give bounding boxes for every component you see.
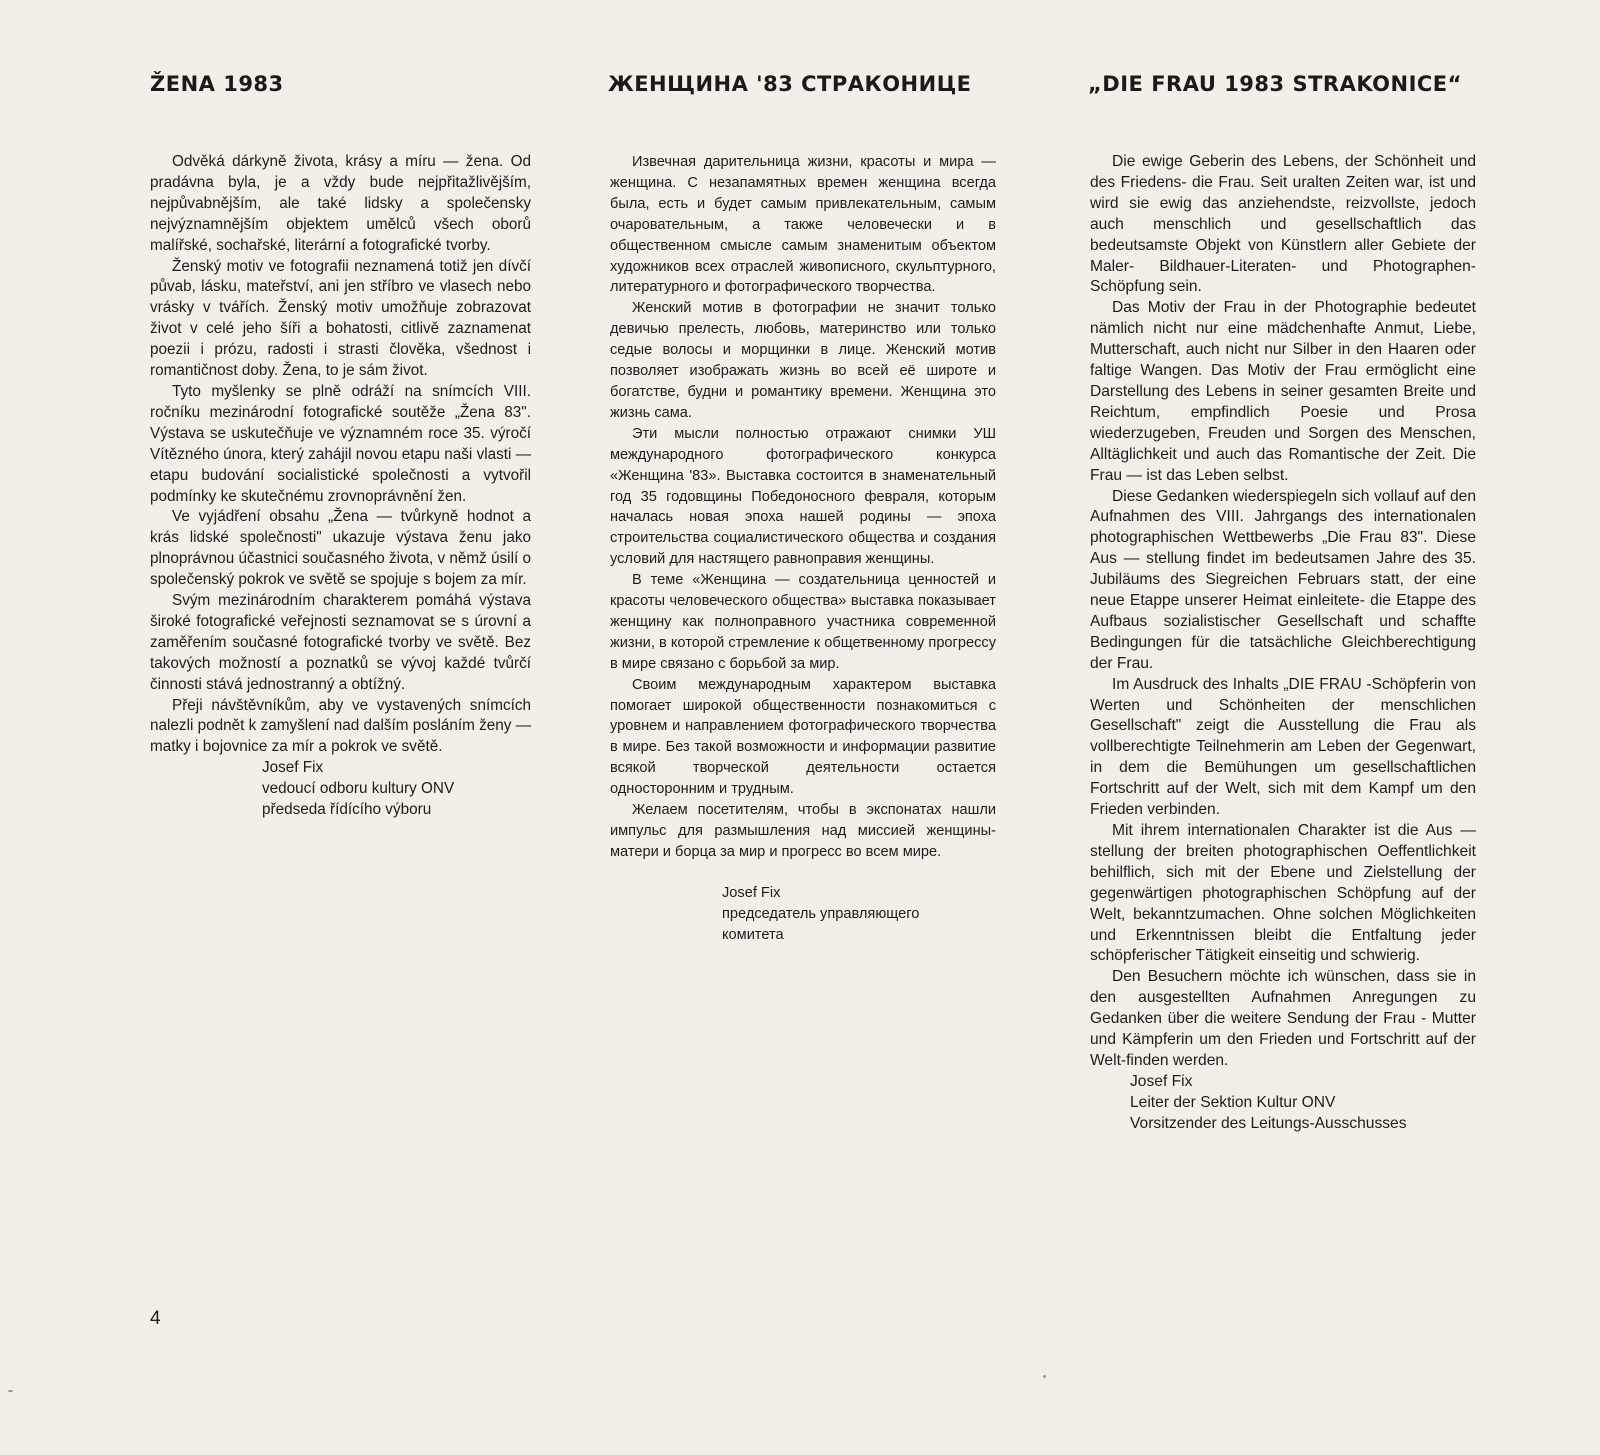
column-czech bbox=[150, 152, 531, 821]
signature-title: Vorsitzender des Leitungs-Ausschusses bbox=[1130, 1114, 1407, 1132]
signature-german bbox=[1090, 1072, 1476, 1135]
paragraph: Ženský motiv ve fotografii neznamená totiž jen dívčí půvab, lásku, mateřství, ani jen stříbro ve vlasech nebo vrásky v tvářích. Ženský motiv umožňuje zobrazovat život v celé jeho šíři a bohatosti, citlivě zaznamenat poezii i prózu, radosti i strasti člověka, všednost i romantičnost doby. Žena, to je sám život. bbox=[150, 257, 531, 380]
heading-german: „DIE FRAU 1983 STRAKONICE“ bbox=[1088, 72, 1462, 96]
signature-czech bbox=[150, 758, 531, 821]
paper-speck bbox=[8, 1390, 13, 1392]
paragraph: Ve vyjádření obsahu „Žena — tvůrkyně hodnot a krás lidské společnosti" ukazuje výstava ženu jako plnoprávnou účastnici současného života, v němž úsilí o společenský pokrok ve světě se spojuje s bojem za mír. bbox=[150, 508, 531, 589]
paragraph: Odvěká dárkyně života, krásy a míru — žena. Od pradávna byla, je a vždy bude nejpřitažlivějším, nejpůvabnějším, ale také lidsky a společensky nejvýznamnějším objektem umělců všech oborů malířské, sochařské, literární a fotografické tvorby. bbox=[150, 153, 531, 254]
paragraph: В теме «Женщина — создательница ценностей и красоты человеческого общества» выставка показывает женщину как полноправного участника современной жизни, в которой стремление к общетвенному прогрессу в мире связано с борьбой за мир. bbox=[610, 572, 996, 672]
paragraph: Přeji návštěvníkům, aby ve vystavených snímcích nalezli podnět k zamyšlení nad dalším posláním ženy — matky i bojovnice za mír a pokrok ve světě. bbox=[150, 696, 531, 756]
signature-name: Josef Fix bbox=[1130, 1072, 1193, 1090]
paragraph: Das Motiv der Frau in der Photographie bedeutet nämlich nicht nur eine mädchenhafte Anmut, Liebe, Mutterschaft, auch nicht nur Silber in den Haaren oder faltige Wangen. Das Motiv der Frau ermöglicht eine Darstellung des Lebens in seiner gesamten Breite und Reichtum, empfindlich Poesie und Prosa wiederzugeben, Freuden und Sorgen des Menschen, Alltäglichkeit und auch das Romantische der Zeit. Die Frau — ist das Leben selbst. bbox=[1090, 299, 1476, 484]
paragraph: Своим международным характером выставка помогает широкой общественности познакомиться с уровнем и направлением фотографического творчества в мире. Без такой возможности и информации развитие всякой творческой деятельности остается односторонним и трудным. bbox=[610, 676, 996, 798]
paragraph: Эти мысли полностью отражают снимки УШ международного фотографического конкурса «Женщина '83». Выставка состоится в знаменательный год 35 годовщины Победоносного февраля, которым началась новая эпоха нашей родины — эпоха строительства социалистического общества и создания условий для настящего равноправия женщины. bbox=[610, 425, 996, 568]
paragraph: Diese Gedanken wiederspiegeln sich vollauf auf den Aufnahmen des VIII. Jahrgangs des internationalen photographischen Wettbewerbs „Die Frau 83". Diese Aus — stellung findet im bedeutsamen Jahre des 35. Jubiläums des Siegreichen Februars statt, der eine neue Etappe unserer Heimat einleitete- die Etappe des Aufbaus sozialistischer Gesellschaft und schaffte Bedingungen für die tatsächliche Gleichberechtigung der Frau. bbox=[1090, 487, 1476, 672]
paper-speck bbox=[1043, 1375, 1046, 1378]
paragraph: Mit ihrem internationalen Charakter ist die Aus — stellung der breiten photographischen Oeffentlichkeit behilflich, sich mit der Ebene und Zielstellung der gegenwärtigen photographischen Schöpfung auf der Welt, bekanntzumachen. Ohne solchen Möglichkeiten und Erkenntnissen bleibt die Entfaltung jeder schöpferischer Tätigkeit einseitig und schwierig. bbox=[1090, 822, 1476, 965]
column-german bbox=[1090, 152, 1476, 1135]
heading-czech: ŽENA 1983 bbox=[150, 72, 284, 96]
page-number: 4 bbox=[150, 1308, 161, 1329]
signature-title: комитета bbox=[722, 926, 784, 943]
signature-title: předseda řídícího výboru bbox=[262, 801, 432, 819]
paragraph: Женский мотив в фотографии не значит только девичью прелесть, любовь, материнство или только седые волосы и морщинки в лице. Женский мотив позволяет изображать жизнь во всей её широте и богатстве, будни и романтику времени. Женщина это жизнь сама. bbox=[610, 300, 996, 421]
signature-title: vedoucí odboru kultury ONV bbox=[262, 780, 455, 798]
heading-russian: ЖЕНЩИНА '83 СТРАКОНИЦЕ bbox=[608, 72, 972, 96]
column-russian bbox=[610, 152, 996, 946]
paragraph: Im Ausdruck des Inhalts „DIE FRAU -Schöpferin von Werten und Schönheiten der menschlichen Gesellschaft" zeigt die Ausstellung die Frau als vollberechtigte Teilnehmerin am Leben der Gegenwart, in dem die Bemühungen um gesellschaftlichen Fortschritt auf der Welt, sich mit dem Kampf um den Frieden verbinden. bbox=[1090, 675, 1476, 819]
paragraph: Den Besuchern möchte ich wünschen, dass sie in den ausgestellten Aufnahmen Anregungen zu Gedanken über die weitere Sendung der Frau - Mutter und Kämpferin um den Frieden und Fortschritt auf der Welt-finden werden. bbox=[1090, 968, 1476, 1069]
paragraph: Tyto myšlenky se plně odráží na snímcích VIII. ročníku mezinárodní fotografické soutěže „Žena 83". Výstava se uskutečňuje ve významném roce 35. výročí Vítězného února, který zahájil novou etapu naši vlasti — etapu budování socialistické společnosti a vytvořil podmínky ke skutečnému zrovnoprávnění žen. bbox=[150, 382, 531, 505]
signature-title: председатель управляющего bbox=[722, 905, 920, 922]
signature-title: Leiter der Sektion Kultur ONV bbox=[1130, 1093, 1336, 1111]
signature-name: Josef Fix bbox=[262, 759, 324, 777]
paragraph: Svým mezinárodním charakterem pomáhá výstava široké fotografické veřejnosti seznamovat se s úrovní a zaměřením současné fotografické tvorby ve světě. Bez takových možností a poznatků se vývoj každé tvůrčí činnosti stává jednostranný a obtížný. bbox=[150, 592, 531, 693]
paragraph: Die ewige Geberin des Lebens, der Schönheit und des Friedens- die Frau. Seit uralten Zeiten war, ist und wird sie ewig das anziehendste, reizvollste, jedoch auch menschlich und gesellschaftlich das bedeutsamste Objekt von Künstlern aller Gebiete der Maler- Bildhauer-Literaten- und Photographen-Schöpfung sein. bbox=[1090, 153, 1476, 296]
paragraph: Извечная дарительница жизни, красоты и мира — женщина. С незапамятных времен женщина всегда была, есть и будет самым привлекательным, самым очаровательным, а также человечески и в общественном смысле самым знаменитым объектом художников всех отраслей живописного, скульптурного, литературного и фотографического творчества. bbox=[610, 154, 996, 296]
paragraph: Желаем посетителям, чтобы в экспонатах нашли импульс для размышления над миссией женщины-матери и борца за мир и прогресс во всем мире. bbox=[610, 802, 996, 860]
signature-name: Josef Fix bbox=[722, 884, 781, 901]
signature-russian bbox=[610, 883, 996, 946]
